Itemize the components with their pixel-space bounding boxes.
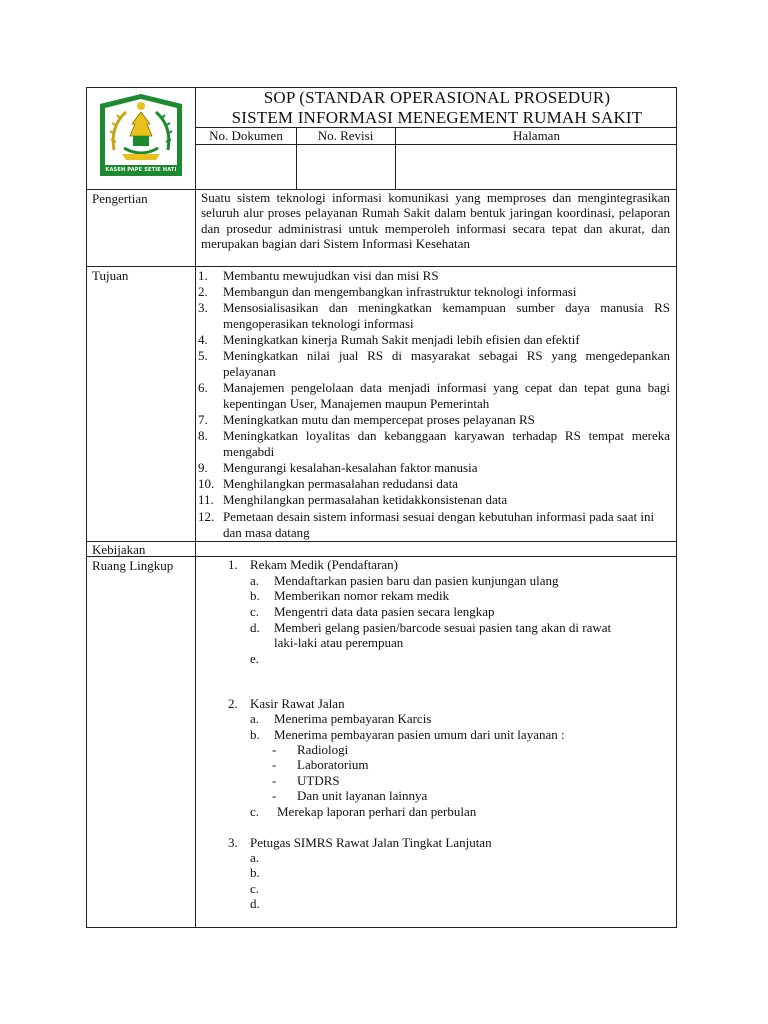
item-letter: d. — [250, 896, 260, 911]
header-row-divider — [196, 144, 677, 145]
column-divider — [195, 87, 196, 928]
item-letter: a. — [250, 850, 260, 865]
list-item-continuation: laki-laki atau perempuan — [274, 635, 404, 650]
item-letter: b. — [250, 588, 260, 603]
section-number: 1. — [228, 557, 238, 572]
section-number: 3. — [228, 835, 238, 850]
item-letter: a. — [250, 573, 260, 588]
row-divider-kebijakan — [86, 541, 677, 542]
section-title-kasir: Kasir Rawat Jalan — [250, 696, 345, 711]
header-no-dokumen: No. Dokumen — [209, 128, 283, 143]
tujuan-item: Meningkatkan kinerja Rumah Sakit menjadi lebih efisien dan efektif — [223, 332, 580, 347]
tujuan-item: Menghilangkan permasalahan redudansi data — [223, 476, 458, 491]
tujuan-num: 7. — [198, 412, 208, 427]
row-divider-tujuan — [86, 266, 677, 267]
label-pengertian: Pengertian — [92, 191, 148, 206]
tujuan-item: Meningkatkan mutu dan mempercepat proses pelayanan RS — [223, 412, 535, 427]
section-title-petugas-simrs: Petugas SIMRS Rawat Jalan Tingkat Lanjutan — [250, 835, 492, 850]
item-letter: b. — [250, 865, 260, 880]
list-item: Merekap laporan perhari dan perbulan — [277, 804, 477, 819]
document-title: SOP (STANDAR OPERASIONAL PROSEDUR) — [263, 88, 611, 107]
list-item: Menerima pembayaran Karcis — [274, 711, 432, 726]
sub-item: UTDRS — [297, 773, 340, 788]
tujuan-item: Meningkatkan loyalitas dan kebanggaan karyawan terhadap RS tempat mereka mengabdi — [223, 428, 670, 459]
header-halaman: Halaman — [513, 128, 560, 143]
section-number: 2. — [228, 696, 238, 711]
sub-item-dash: - — [272, 773, 277, 788]
item-letter: c. — [250, 881, 260, 896]
tujuan-num: 11. — [198, 492, 214, 507]
item-letter: a. — [250, 711, 260, 726]
label-kebijakan: Kebijakan — [92, 542, 146, 557]
tujuan-num: 4. — [198, 332, 208, 347]
hospital-logo — [96, 92, 186, 182]
tujuan-num: 6. — [198, 380, 208, 395]
item-letter: d. — [250, 620, 260, 635]
tujuan-num: 12. — [198, 509, 215, 524]
tujuan-item: Manajemen pengelolaan data menjadi informasi yang cepat dan tepat guna bagi kepentingan User, Manajemen maupun Pemerintah — [223, 380, 670, 411]
tujuan-item: Mengurangi kesalahan-kesalahan faktor manusia — [223, 460, 478, 475]
list-item: Memberi gelang pasien/barcode sesuai pasien tang akan di rawat — [274, 620, 612, 635]
tujuan-item: Membantu mewujudkan visi dan misi RS — [223, 268, 439, 283]
header-no-revisi: No. Revisi — [317, 128, 374, 143]
item-letter: b. — [250, 727, 260, 742]
tujuan-num: 8. — [198, 428, 208, 443]
tujuan-item: Membangun dan mengembangkan infrastruktur teknologi informasi — [223, 284, 577, 299]
tujuan-num: 3. — [198, 300, 208, 315]
sub-item-dash: - — [272, 788, 277, 803]
section-title-rekam-medik: Rekam Medik (Pendaftaran) — [250, 557, 399, 572]
sub-item-dash: - — [272, 757, 277, 772]
tujuan-num: 1. — [198, 268, 208, 283]
sub-item: Laboratorium — [297, 757, 369, 772]
pengertian-text: Suatu sistem teknologi informasi komunikasi yang memproses dan mengintegrasikan seluruh alur proses pelayanan Rumah Sakit dalam bentuk jaringan koordinasi, pelaporan dan prosedur administrasi untuk memperoleh informasi secara tepat dan akurat, dan merupakan bagian dari Sistem Informasi Kesehatan — [201, 190, 670, 251]
item-letter: c. — [250, 604, 260, 619]
tujuan-item: Pemetaan desain sistem informasi sesuai dengan kebutuhan informasi pada saat ini dan masa datang — [223, 509, 655, 540]
document-subtitle: SISTEM INFORMASI MENEGEMENT RUMAH SAKIT — [231, 108, 643, 127]
sub-item-dash: - — [272, 742, 277, 757]
sub-item: Dan unit layanan lainnya — [297, 788, 428, 803]
tujuan-num: 5. — [198, 348, 208, 363]
item-letter: c. — [250, 804, 260, 819]
tujuan-num: 2. — [198, 284, 208, 299]
tujuan-num: 10. — [198, 476, 215, 491]
list-item: Mengentri data data pasien secara lengkap — [274, 604, 495, 619]
list-item: Mendaftarkan pasien baru dan pasien kunjungan ulang — [274, 573, 559, 588]
sub-item: Radiologi — [297, 742, 349, 757]
tujuan-item: Meningkatkan nilai jual RS di masyarakat sebagai RS yang mengedepankan pelayanan — [223, 348, 670, 379]
list-item: Menerima pembayaran pasien umum dari unit layanan : — [274, 727, 565, 742]
label-tujuan: Tujuan — [92, 268, 129, 283]
tujuan-num: 9. — [198, 460, 208, 475]
tujuan-item: Menghilangkan permasalahan ketidakkonsistenan data — [223, 492, 508, 507]
logo-motto: KASEH PAPE SETIE HATI — [105, 167, 177, 173]
item-letter: e. — [250, 651, 260, 666]
tujuan-item: Mensosialisasikan dan meningkatkan kemampuan sumber daya manusia RS mengoperasikan teknologi informasi — [223, 300, 670, 331]
list-item: Memberikan nomor rekam medik — [274, 588, 450, 603]
label-ruang-lingkup: Ruang Lingkup — [92, 558, 174, 573]
